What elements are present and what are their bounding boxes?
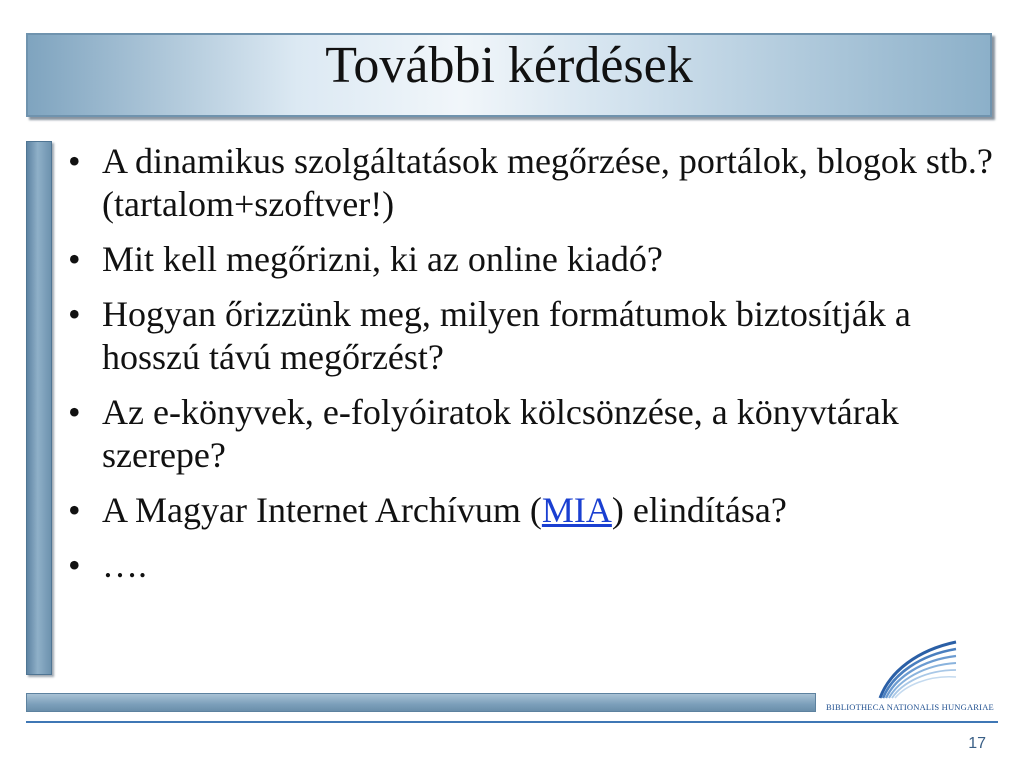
bullet-text: Mit kell megőrizni, ki az online kiadó?: [102, 239, 663, 279]
page-number: 17: [968, 735, 986, 752]
bullet-text: ….: [102, 545, 147, 585]
logo-caption: BIBLIOTHECA NATIONALIS HUNGARIAE: [826, 702, 994, 712]
bullet-text: Hogyan őrizzünk meg, milyen formátumok biztosítják a hosszú távú megőrzést?: [102, 294, 911, 377]
bullet-item: [62, 391, 1002, 477]
bullet-text: Az e-könyvek, e-folyóiratok kölcsönzése, a könyvtárak szerepe?: [102, 392, 899, 475]
bullet-text-before-link: A Magyar Internet Archívum (: [102, 490, 542, 530]
footer-divider: [26, 721, 998, 723]
bullet-list: [62, 140, 1002, 599]
bullet-item: [62, 293, 1002, 379]
left-decorative-bar: [26, 141, 52, 675]
bottom-decorative-bar: [26, 693, 816, 712]
bullet-item: [62, 140, 1002, 226]
bullet-marker: •: [68, 294, 81, 334]
bullet-item: [62, 544, 1002, 587]
bullet-marker: •: [68, 490, 81, 530]
bullet-marker: •: [68, 141, 81, 181]
bullet-text: A dinamikus szolgáltatások megőrzése, portálok, blogok stb.? (tartalom+szoftver!): [102, 141, 993, 224]
bullet-item: [62, 238, 1002, 281]
bullet-text-after-link: ) elindítása?: [611, 490, 787, 530]
fan-arcs-icon: [870, 636, 960, 702]
bullet-marker: •: [68, 392, 81, 432]
mia-link[interactable]: MIA: [541, 490, 612, 530]
title-bar: [26, 33, 992, 117]
bullet-marker: •: [68, 239, 81, 279]
slide-title: További kérdések: [325, 37, 693, 94]
bullet-item: [62, 489, 1002, 532]
bullet-marker: •: [68, 545, 81, 585]
